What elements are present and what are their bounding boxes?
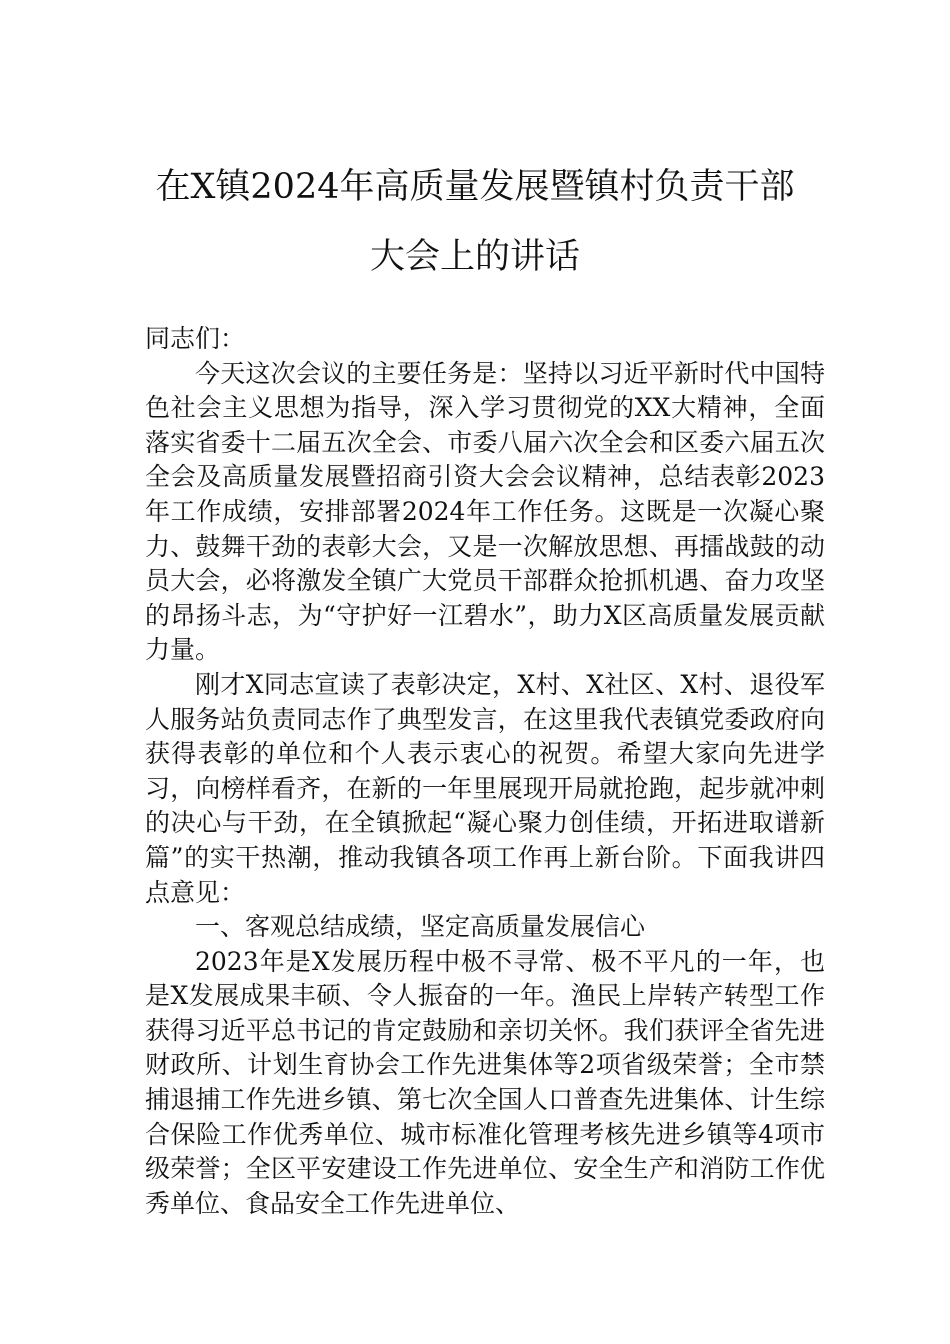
salutation: 同志们：	[145, 324, 246, 353]
paragraph-commendation: 刚才X同志宣读了表彰决定，X村、X社区、X村、退役军人服务站负责同志作了典型发言，在这里我代表镇党委政府向获得表彰的单位和个人表示衷心的祝贺。希望大家向先进学习，向榜样看齐，在新的一年里展现开局就抢跑，起步就冲刺的决心与干劲，在全镇掀起“凝心聚力创佳绩，开拓进取谱新篇”的实干热潮，推动我镇各项工作再上新台阶。下面我讲四点意见：	[145, 669, 825, 907]
paragraph-achievements: 2023年是X发展历程中极不寻常、极不平凡的一年，也是X发展成果丰硕、令人振奋的一年。渔民上岸转产转型工作获得习近平总书记的肯定鼓励和亲切关怀。我们获评全省先进财政所、计划生育协会工作先进集体等2项省级荣誉；全市禁捕退捕工作先进乡镇、第七次全国人口普查先进集体、计生综合保险工作优秀单位、城市标准化管理考核先进乡镇等4项市级荣誉；全区平安建设工作先进单位、安全生产和消防工作优秀单位、食品安全工作先进单位、	[145, 946, 825, 1218]
document-title-line-1: 在X镇2024年高质量发展暨镇村负责干部	[155, 167, 795, 207]
document-body	[145, 322, 825, 1221]
document-title-line-2: 大会上的讲话	[369, 237, 580, 277]
section-heading: 一、客观总结成绩，坚定高质量发展信心	[195, 912, 646, 942]
paragraph-meeting-tasks: 今天这次会议的主要任务是：坚持以习近平新时代中国特色社会主义思想为指导，深入学习贯彻党的XX大精神，全面落实省委十二届五次全会、市委八届六次全会和区委六届五次全会及高质量发展暨招商引资大会会议精神，总结表彰2023年工作成绩，安排部署2024年工作任务。这既是一次凝心聚力、鼓舞干劲的表彰大会，又是一次解放思想、再擂战鼓的动员大会，必将激发全镇广大党员干部群众抢抓机遇、奋力攻坚的昂扬斗志，为“守护好一江碧水”，助力X区高质量发展贡献力量。	[145, 358, 825, 665]
